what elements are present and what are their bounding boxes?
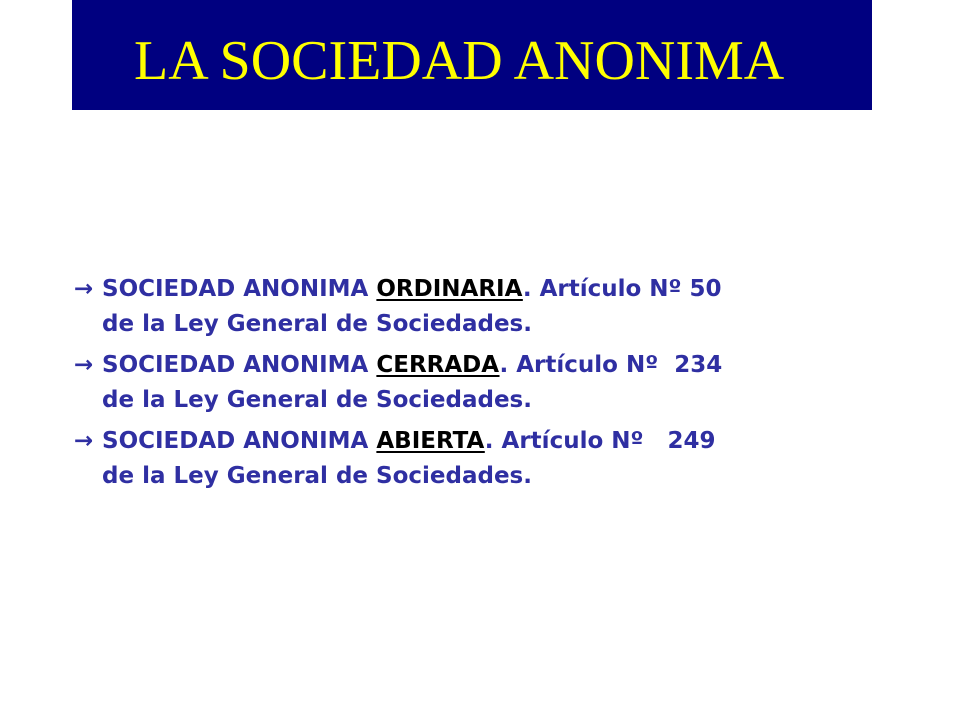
bullet-list	[74, 272, 894, 500]
right-arrow-icon: →	[74, 428, 94, 454]
bullet-line2: de la Ley General de Sociedades.	[102, 311, 532, 337]
bullet-article: . Artículo Nº 249	[484, 428, 716, 454]
bullet-kind: ABIERTA	[376, 428, 485, 454]
right-arrow-icon: →	[74, 352, 94, 378]
bullet-article: . Artículo Nº 50	[522, 276, 722, 302]
bullet-item-cerrada	[74, 348, 894, 418]
slide-title: LA SOCIEDAD ANONIMA	[134, 30, 785, 92]
bullet-prefix: SOCIEDAD ANONIMA	[102, 352, 369, 378]
bullet-line2: de la Ley General de Sociedades.	[102, 387, 532, 413]
bullet-item-ordinaria	[74, 272, 894, 342]
bullet-line2: de la Ley General de Sociedades.	[102, 463, 532, 489]
bullet-item-abierta	[74, 424, 894, 494]
right-arrow-icon: →	[74, 276, 94, 302]
bullet-kind: CERRADA	[376, 352, 500, 378]
bullet-article: . Artículo Nº 234	[499, 352, 723, 378]
bullet-prefix: SOCIEDAD ANONIMA	[102, 276, 369, 302]
bullet-prefix: SOCIEDAD ANONIMA	[102, 428, 369, 454]
bullet-kind: ORDINARIA	[376, 276, 523, 302]
